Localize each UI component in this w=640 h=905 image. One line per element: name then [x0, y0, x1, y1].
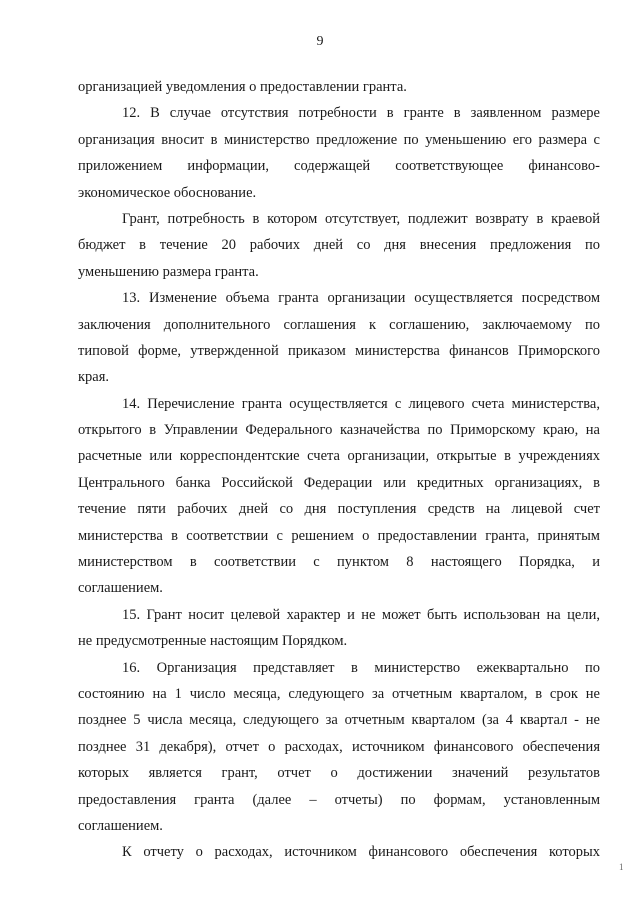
paragraph-report	[78, 839, 600, 865]
text-line: типовой форме, утвержденной приказом министерства финансов Приморского	[78, 342, 600, 359]
text-line: состоянию на 1 число месяца, следующего за отчетным кварталом, в срок не	[78, 685, 600, 702]
text-line: открытого в Управлении Федерального казначейства по Приморскому краю, на	[78, 422, 600, 439]
text-line: бюджет в течение 20 рабочих дней со дня внесения предложения по	[78, 237, 600, 254]
paragraph-15	[78, 602, 600, 655]
text-line: приложением информации, содержащей соответствующее финансово-	[78, 158, 600, 175]
text-line: К отчету о расходах, источником финансового обеспечения которых	[122, 844, 600, 861]
text-line: 15. Грант носит целевой характер и не может быть использован на цели,	[122, 606, 600, 623]
text-line: течение пяти рабочих дней со дня поступления средств на лицевой счет	[78, 501, 600, 518]
text-line: 14. Перечисление гранта осуществляется с лицевого счета министерства,	[122, 395, 600, 412]
text-line: Центрального банка Российской Федерации или кредитных организациях, в	[78, 474, 600, 491]
text-line: 16. Организация представляет в министерство ежеквартально по	[122, 659, 600, 676]
text-line: позднее 5 числа месяца, следующего за отчетным кварталом (за 4 квартал - не	[78, 712, 600, 729]
text-line: Грант, потребность в котором отсутствует, подлежит возврату в краевой	[122, 210, 600, 227]
text-line: соглашением.	[78, 817, 163, 834]
text-line: расчетные или корреспондентские счета организации, открытые в учреждениях	[78, 448, 600, 465]
text-line: организацией уведомления о предоставлении гранта.	[78, 79, 407, 95]
text-line: которых является грант, отчет о достижении значений результатов	[78, 765, 600, 782]
paragraph-13	[78, 285, 600, 391]
text-line: 12. В случае отсутствия потребности в гранте в заявленном размере	[122, 105, 600, 122]
text-line: соглашением.	[78, 580, 163, 597]
text-line: министерством в соответствии с пунктом 8 настоящего Порядка, и	[78, 554, 600, 571]
paragraph-12	[78, 100, 600, 206]
text-line: не предусмотренные настоящим Порядком.	[78, 633, 348, 650]
text-line: заключения дополнительного соглашения к соглашению, заключаемому по	[78, 316, 600, 333]
text-line: экономическое обоснование.	[78, 184, 257, 201]
document-body	[78, 74, 600, 866]
paragraph-grant-return	[78, 206, 600, 285]
page-number: 9	[316, 34, 324, 49]
text-line: позднее 31 декабря), отчет о расходах, источником финансового обеспечения	[78, 738, 600, 755]
paragraph-14	[78, 391, 600, 602]
corner-mark: 1	[619, 862, 624, 872]
text-line: организация вносит в министерство предложение по уменьшению его размера с	[78, 131, 600, 148]
text-line: предоставления гранта (далее – отчеты) по формам, установленным	[78, 791, 600, 808]
text-line: края.	[78, 369, 110, 386]
text-line: 13. Изменение объема гранта организации осуществляется посредством	[122, 290, 600, 307]
paragraph-16	[78, 655, 600, 840]
text-line: уменьшению размера гранта.	[78, 263, 259, 280]
text-line: министерства в соответствии с решением о предоставлении гранта, принятым	[78, 527, 600, 544]
